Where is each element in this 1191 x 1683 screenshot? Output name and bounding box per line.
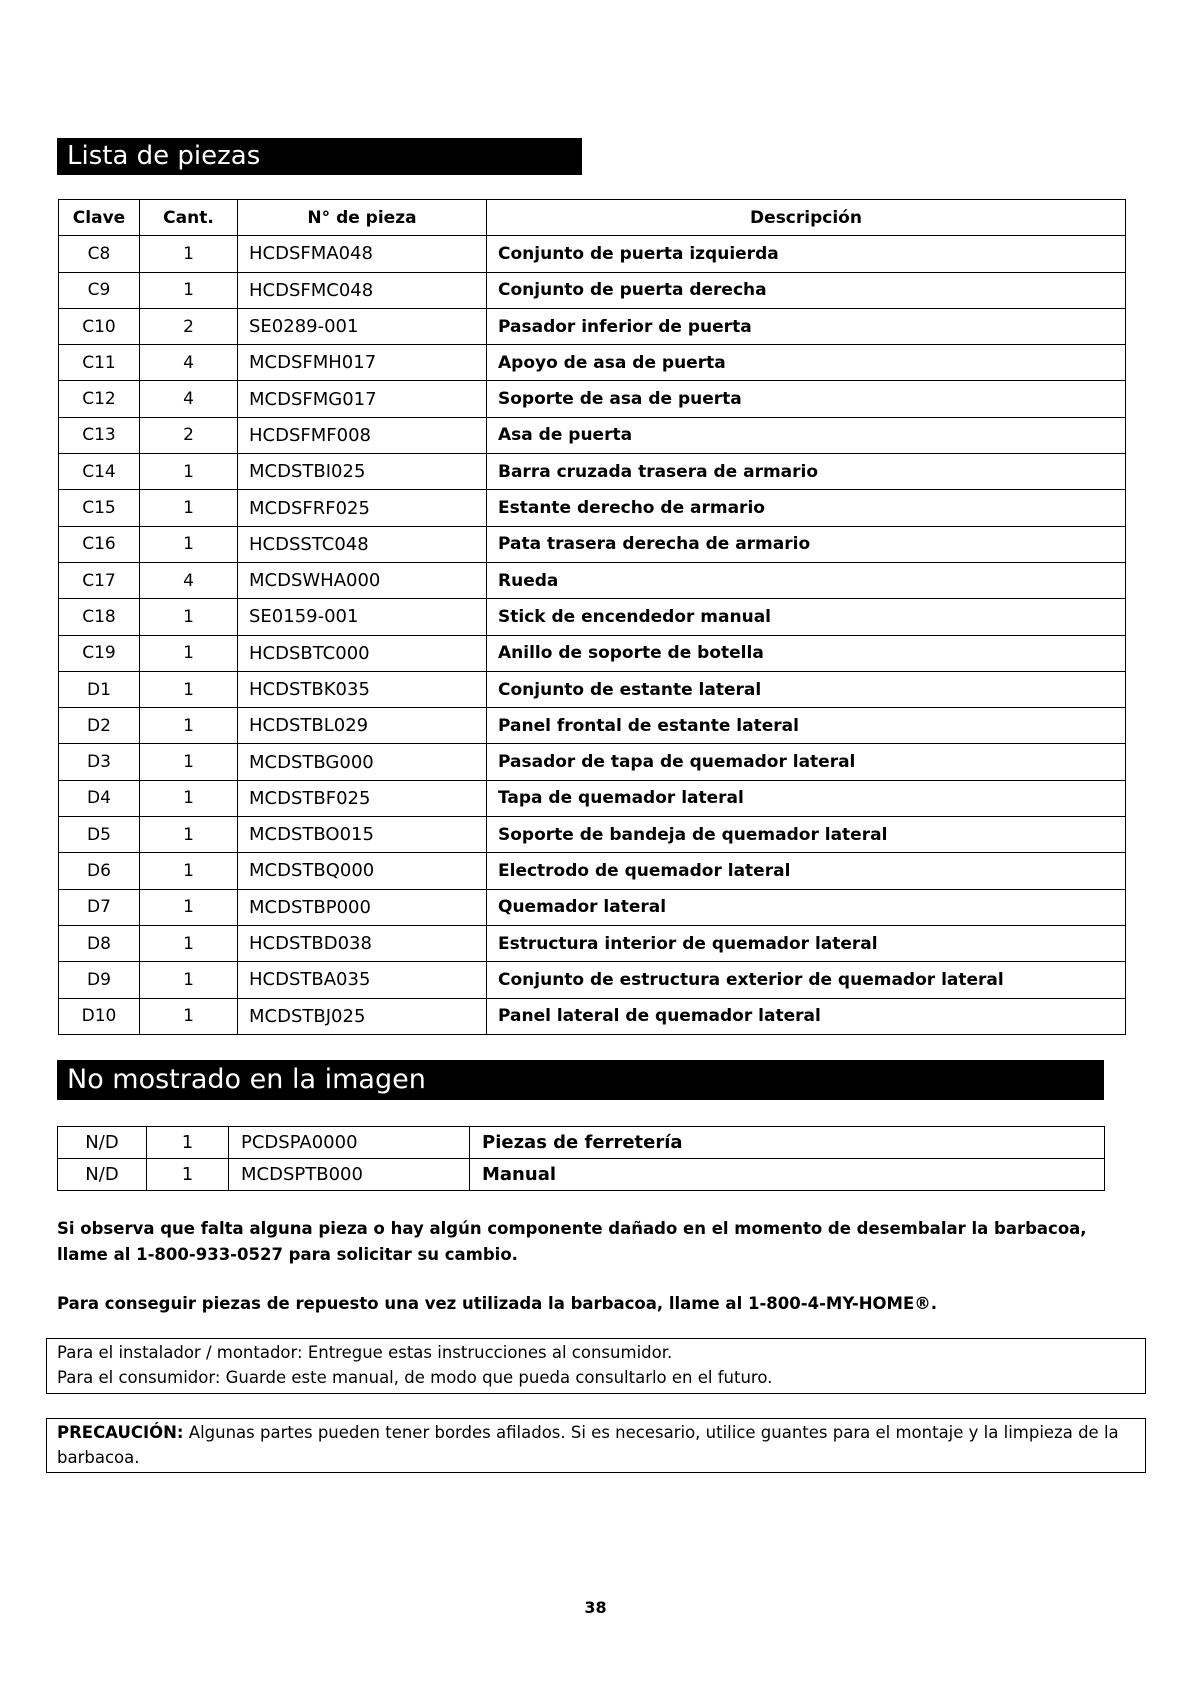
table-row <box>59 817 1126 853</box>
parts-table-header-row <box>59 200 1126 236</box>
cell-key: C11 <box>59 345 140 381</box>
cell-qty: 1 <box>140 236 238 272</box>
cell-qty: 2 <box>140 417 238 453</box>
cell-part-no: HCDSTBA035 <box>238 962 487 998</box>
cell-key: D10 <box>59 998 140 1034</box>
table-row <box>59 708 1126 744</box>
cell-description: Conjunto de puerta derecha <box>487 272 1126 308</box>
table-row <box>59 889 1126 925</box>
table-row <box>59 780 1126 816</box>
cell-description: Piezas de ferretería <box>470 1127 1105 1159</box>
cell-description: Manual <box>470 1159 1105 1191</box>
cell-part-no: MCDSTBJ025 <box>238 998 487 1034</box>
header-part-no: N° de pieza <box>238 200 487 236</box>
cell-key: C13 <box>59 417 140 453</box>
cell-qty: 1 <box>147 1127 229 1159</box>
header-description: Descripción <box>487 200 1126 236</box>
caution-box <box>46 1418 1146 1473</box>
cell-key: D1 <box>59 671 140 707</box>
table-row <box>59 853 1126 889</box>
table-row <box>59 490 1126 526</box>
table-row <box>59 381 1126 417</box>
cell-part-no: HCDSFMC048 <box>238 272 487 308</box>
instructions-box <box>46 1338 1146 1394</box>
cell-qty: 1 <box>140 490 238 526</box>
cell-qty: 1 <box>140 599 238 635</box>
cell-key: D4 <box>59 780 140 816</box>
cell-part-no: MCDSTBG000 <box>238 744 487 780</box>
cell-part-no: MCDSFMG017 <box>238 381 487 417</box>
cell-key: D9 <box>59 962 140 998</box>
cell-key: C19 <box>59 635 140 671</box>
caution-text-block <box>57 1420 1135 1470</box>
cell-description: Tapa de quemador lateral <box>487 780 1126 816</box>
cell-qty: 1 <box>140 925 238 961</box>
cell-description: Panel frontal de estante lateral <box>487 708 1126 744</box>
cell-description: Rueda <box>487 562 1126 598</box>
cell-qty: 1 <box>140 889 238 925</box>
page-number: 38 <box>584 1598 607 1617</box>
table-row <box>59 599 1126 635</box>
replacement-parts-note: Para conseguir piezas de repuesto una vez utilizada la barbacoa, llame al 1-800-4-MY-HOME®. <box>57 1294 938 1313</box>
cell-description: Barra cruzada trasera de armario <box>487 454 1126 490</box>
cell-part-no: PCDSPA0000 <box>229 1127 470 1159</box>
cell-qty: 4 <box>140 345 238 381</box>
cell-part-no: MCDSFMH017 <box>238 345 487 381</box>
cell-description: Pasador de tapa de quemador lateral <box>487 744 1126 780</box>
cell-description: Pata trasera derecha de armario <box>487 526 1126 562</box>
missing-parts-note: Si observa que falta alguna pieza o hay algún componente dañado en el momento de desembalar la barbacoa, llame al 1-800-933-0527 para solicitar su cambio. <box>57 1219 1087 1264</box>
cell-qty: 1 <box>140 708 238 744</box>
cell-qty: 1 <box>140 272 238 308</box>
cell-key: C17 <box>59 562 140 598</box>
table-row <box>59 744 1126 780</box>
table-row <box>59 998 1126 1034</box>
cell-part-no: MCDSTBF025 <box>238 780 487 816</box>
cell-qty: 2 <box>140 308 238 344</box>
cell-key: D7 <box>59 889 140 925</box>
cell-description: Anillo de soporte de botella <box>487 635 1126 671</box>
cell-part-no: MCDSPTB000 <box>229 1159 470 1191</box>
cell-key: D5 <box>59 817 140 853</box>
cell-qty: 4 <box>140 381 238 417</box>
not-shown-table <box>57 1126 1105 1191</box>
cell-key: C8 <box>59 236 140 272</box>
cell-key: C14 <box>59 454 140 490</box>
table-row <box>59 562 1126 598</box>
cell-part-no: HCDSTBD038 <box>238 925 487 961</box>
cell-key: N/D <box>58 1127 147 1159</box>
cell-description: Conjunto de estante lateral <box>487 671 1126 707</box>
cell-key: C12 <box>59 381 140 417</box>
table-row <box>59 417 1126 453</box>
cell-qty: 1 <box>140 962 238 998</box>
cell-part-no: SE0289-001 <box>238 308 487 344</box>
cell-key: D2 <box>59 708 140 744</box>
caution-label: PRECAUCIÓN: <box>57 1423 184 1442</box>
cell-description: Quemador lateral <box>487 889 1126 925</box>
cell-qty: 1 <box>140 454 238 490</box>
caution-text: Algunas partes pueden tener bordes afilados. Si es necesario, utilice guantes para el montaje y la limpieza de la barbacoa. <box>57 1423 1119 1467</box>
cell-description: Panel lateral de quemador lateral <box>487 998 1126 1034</box>
cell-qty: 1 <box>140 526 238 562</box>
table-row <box>59 308 1126 344</box>
cell-part-no: HCDSSTC048 <box>238 526 487 562</box>
cell-description: Asa de puerta <box>487 417 1126 453</box>
cell-key: D8 <box>59 925 140 961</box>
cell-qty: 1 <box>140 671 238 707</box>
cell-part-no: SE0159-001 <box>238 599 487 635</box>
cell-key: C9 <box>59 272 140 308</box>
cell-qty: 4 <box>140 562 238 598</box>
parts-table <box>58 199 1126 1035</box>
cell-description: Soporte de asa de puerta <box>487 381 1126 417</box>
cell-part-no: HCDSTBK035 <box>238 671 487 707</box>
table-row <box>59 236 1126 272</box>
table-row <box>58 1159 1105 1191</box>
cell-description: Stick de encendedor manual <box>487 599 1126 635</box>
cell-part-no: MCDSTBO015 <box>238 817 487 853</box>
cell-key: C10 <box>59 308 140 344</box>
cell-qty: 1 <box>140 853 238 889</box>
cell-description: Electrodo de quemador lateral <box>487 853 1126 889</box>
cell-qty: 1 <box>147 1159 229 1191</box>
cell-description: Apoyo de asa de puerta <box>487 345 1126 381</box>
consumer-instruction: Para el consumidor: Guarde este manual, de modo que pueda consultarlo en el futuro. <box>57 1368 773 1387</box>
cell-part-no: HCDSTBL029 <box>238 708 487 744</box>
cell-description: Pasador inferior de puerta <box>487 308 1126 344</box>
cell-description: Estructura interior de quemador lateral <box>487 925 1126 961</box>
table-row <box>59 272 1126 308</box>
cell-key: N/D <box>58 1159 147 1191</box>
not-shown-heading: No mostrado en la imagen <box>57 1060 1104 1100</box>
cell-key: D3 <box>59 744 140 780</box>
cell-part-no: MCDSWHA000 <box>238 562 487 598</box>
cell-key: C15 <box>59 490 140 526</box>
table-row <box>59 454 1126 490</box>
cell-qty: 1 <box>140 817 238 853</box>
table-row <box>59 962 1126 998</box>
cell-key: C16 <box>59 526 140 562</box>
parts-list-heading: Lista de piezas <box>57 138 582 175</box>
table-row <box>59 925 1126 961</box>
table-row <box>58 1127 1105 1159</box>
header-qty: Cant. <box>140 200 238 236</box>
table-row <box>59 345 1126 381</box>
cell-qty: 1 <box>140 998 238 1034</box>
cell-part-no: MCDSTBQ000 <box>238 853 487 889</box>
table-row <box>59 671 1126 707</box>
table-row <box>59 635 1126 671</box>
cell-qty: 1 <box>140 635 238 671</box>
cell-qty: 1 <box>140 780 238 816</box>
cell-part-no: MCDSTBP000 <box>238 889 487 925</box>
cell-description: Conjunto de estructura exterior de quemador lateral <box>487 962 1126 998</box>
cell-part-no: HCDSFMA048 <box>238 236 487 272</box>
cell-key: C18 <box>59 599 140 635</box>
cell-description: Conjunto de puerta izquierda <box>487 236 1126 272</box>
cell-part-no: MCDSTBI025 <box>238 454 487 490</box>
header-key: Clave <box>59 200 140 236</box>
installer-instruction: Para el instalador / montador: Entregue estas instrucciones al consumidor. <box>57 1343 673 1362</box>
cell-part-no: HCDSBTC000 <box>238 635 487 671</box>
cell-part-no: HCDSFMF008 <box>238 417 487 453</box>
cell-qty: 1 <box>140 744 238 780</box>
cell-description: Estante derecho de armario <box>487 490 1126 526</box>
cell-part-no: MCDSFRF025 <box>238 490 487 526</box>
cell-description: Soporte de bandeja de quemador lateral <box>487 817 1126 853</box>
cell-key: D6 <box>59 853 140 889</box>
table-row <box>59 526 1126 562</box>
